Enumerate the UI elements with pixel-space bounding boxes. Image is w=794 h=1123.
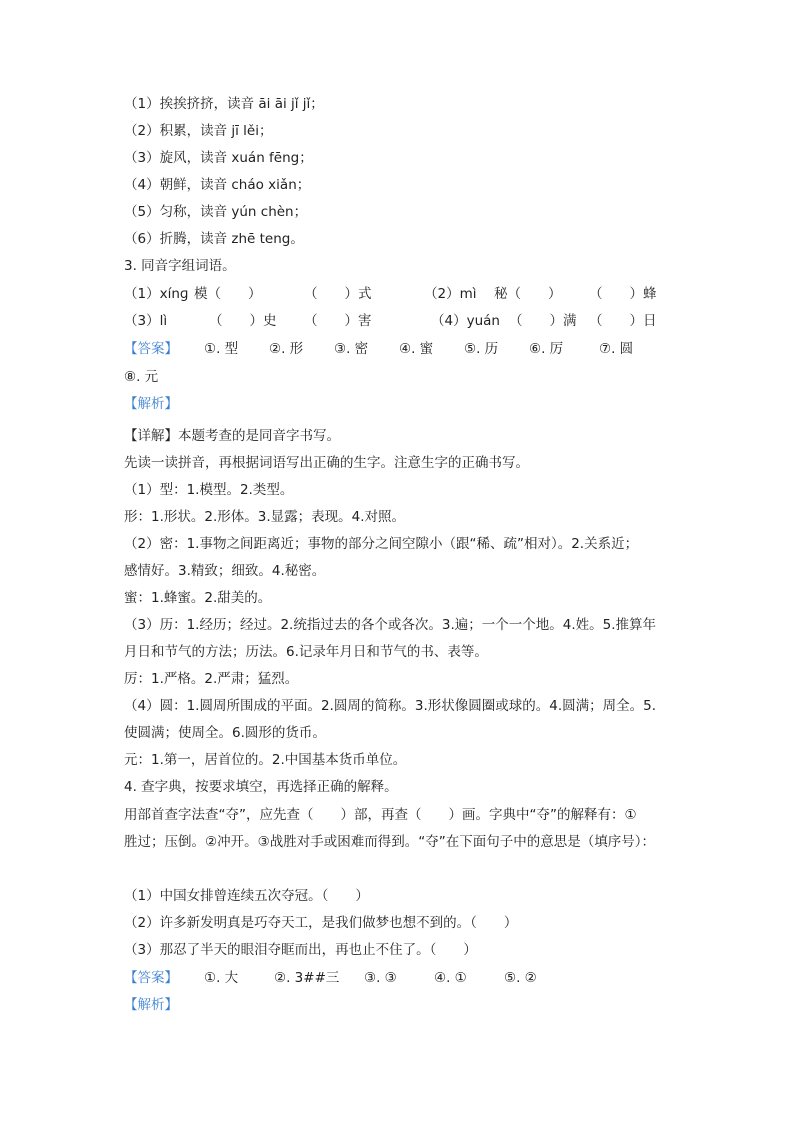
q3-explain-line-11: 使圆满；使周全。6.圆形的货币。 <box>124 725 326 741</box>
q3-answer-8: ⑧. 元 <box>124 369 159 385</box>
q3-explain-line-5: 感情好。3.精致；细致。4.秘密。 <box>124 563 326 579</box>
q3-detail-tag: 【详解】 <box>124 428 178 444</box>
q3-explain-line-3: 形：1.形状。2.形体。3.显露；表现。4.对照。 <box>124 509 406 525</box>
q3-row1-b-word1: 秘（ ） <box>494 286 562 302</box>
q3-answer-1: ①. 型 <box>204 341 239 357</box>
q4-answer-1: ①. 大 <box>204 970 239 986</box>
q3-row2-a-pinyin: （3）lì <box>124 313 168 329</box>
q3-row2-b-word2: （ ）日 <box>589 313 657 329</box>
q4-title: 4. 查字典，按要求填空，再选择正确的解释。 <box>124 779 398 795</box>
q3-explain-line-6: 蜜：1.蜂蜜。2.甜美的。 <box>124 590 272 606</box>
q3-answer-6: ⑥. 厉 <box>529 341 564 357</box>
q3-explain-line-9: 厉：1.严格。2.严肃；猛烈。 <box>124 671 299 687</box>
q3-answer-tag: 【答案】 <box>124 341 178 357</box>
q3-title: 3. 同音字组词语。 <box>124 258 236 274</box>
q4-answer-5: ⑤. ② <box>504 970 537 986</box>
q3-answer-7: ⑦. 圆 <box>599 341 634 357</box>
pinyin-item-4: （4）朝鲜，读音 cháo xiǎn； <box>124 177 311 193</box>
q3-explain-line-4: （2）密：1.事物之间距离近；事物的部分之间空隙小（跟“稀、疏”相对）。2.关系近； <box>124 536 639 552</box>
q3-explain-line-7: （3）历：1.经历；经过。2.统指过去的各个或各次。3.遍；一个一个地。4.姓。5.推算年 <box>124 617 656 633</box>
pinyin-item-5: （5）匀称，读音 yún chèn； <box>124 204 308 220</box>
q3-explain-line-10: （4）圆：1.圆周所围成的平面。2.圆周的简称。3.形状像圆圈或球的。4.圆满；周全。5. <box>124 698 656 714</box>
q3-row1-a-word2: （ ）式 <box>304 286 372 302</box>
q3-answer-2: ②. 形 <box>269 341 304 357</box>
q3-explain-line-1: 先读一读拼音，再根据词语写出正确的生字。注意生字的正确书写。 <box>124 455 529 471</box>
q3-answer-3: ③. 密 <box>334 341 369 357</box>
q3-row2-b-pinyin: （4）yuán <box>431 313 500 329</box>
q3-row-1 <box>124 284 657 304</box>
q3-row2-b-word1: （ ）满 <box>509 313 577 329</box>
q3-answer-4: ④. 蜜 <box>399 341 434 357</box>
q3-row2-a-word1: （ ）史 <box>209 313 277 329</box>
q4-answer-4: ④. ① <box>434 970 467 986</box>
q3-answer-line <box>124 339 633 359</box>
q3-row1-a-pinyin: （1）xínɡ <box>124 286 189 302</box>
q3-row1-a-word1: 模（ ） <box>194 286 262 302</box>
q3-row1-b-pinyin: （2）mì <box>424 286 477 302</box>
q3-explain-line-2: （1）型：1.模型。2.类型。 <box>124 482 294 498</box>
pinyin-item-3: （3）旋风，读音 xuán fēng； <box>124 150 313 166</box>
q3-detail-text: 本题考查的是同音字书写。 <box>178 428 340 444</box>
q4-sentence-1: （1）中国女排曾连续五次夺冠。（ ） <box>124 888 369 904</box>
pinyin-item-2: （2）积累，读音 jī lěi； <box>124 123 273 139</box>
q4-line-2: 胜过；压倒。②冲开。③战胜对手或困难而得到。“夺”在下面句子中的意思是（填序号）： <box>124 834 655 850</box>
q3-answer-5: ⑤. 历 <box>464 341 499 357</box>
q4-line-1: 用部首查字法查“夺”，应先查（ ）部，再查（ ）画。字典中“夺”的解释有：① <box>124 807 637 823</box>
q3-detail-line <box>124 426 340 446</box>
q4-answer-tag: 【答案】 <box>124 970 178 986</box>
q3-explain-line-12: 元：1.第一，居首位的。2.中国基本货币单位。 <box>124 752 407 768</box>
q3-explain-line-8: 月日和节气的方法；历法。6.记录年月日和节气的书、表等。 <box>124 644 488 660</box>
q4-sentence-2: （2）许多新发明真是巧夺天工，是我们做梦也想不到的。（ ） <box>124 915 518 931</box>
q4-sentence-3: （3）那忍了半天的眼泪夺眶而出，再也止不住了。（ ） <box>124 942 477 958</box>
pinyin-item-1: （1）挨挨挤挤，读音 āi āi jǐ jǐ； <box>124 96 324 112</box>
q3-row2-a-word2: （ ）害 <box>304 313 372 329</box>
q4-answer-line <box>124 968 537 988</box>
q3-analysis-tag: 【解析】 <box>124 396 178 412</box>
q4-analysis-tag: 【解析】 <box>124 997 178 1013</box>
q4-answer-3: ③. ③ <box>364 970 397 986</box>
q3-row-2 <box>124 311 657 331</box>
pinyin-item-6: （6）折腾，读音 zhē teng。 <box>124 231 304 247</box>
q4-answer-2: ②. 3##三 <box>274 970 340 986</box>
q3-row1-b-word2: （ ）蜂 <box>589 286 657 302</box>
